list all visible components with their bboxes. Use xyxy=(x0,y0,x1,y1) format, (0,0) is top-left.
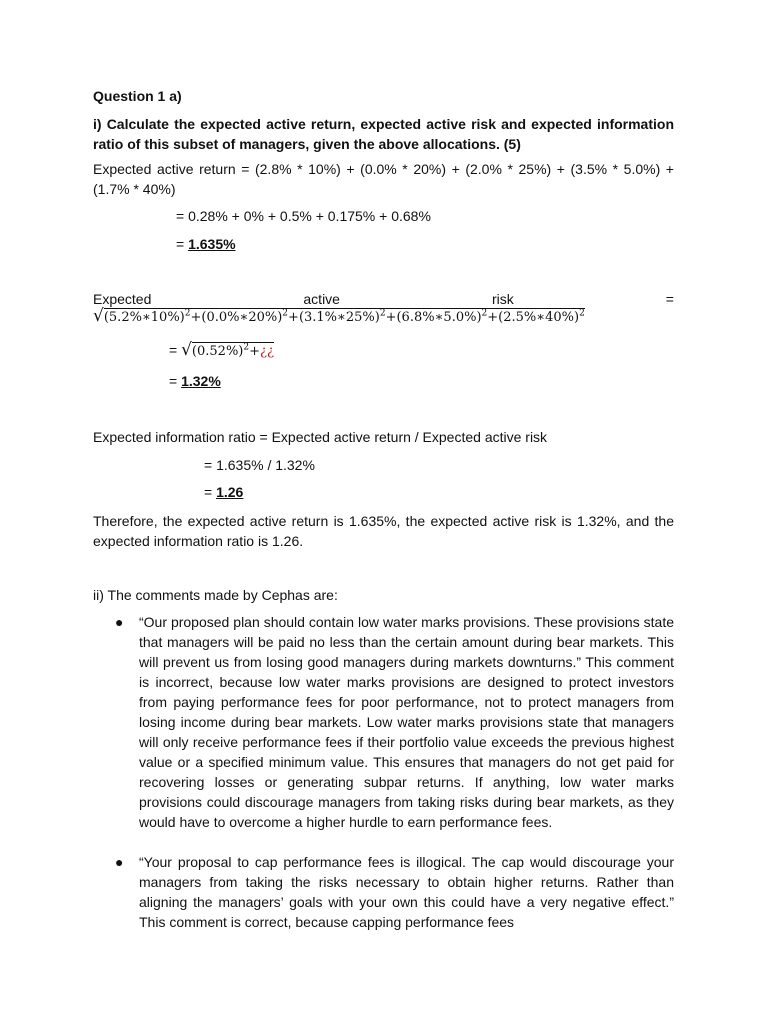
square-root-icon: √ xyxy=(93,306,104,326)
information-ratio-result-line xyxy=(204,482,243,502)
risk-word-risk: risk xyxy=(491,291,514,307)
information-ratio-result: 1.26 xyxy=(216,484,244,500)
equals-sign: = xyxy=(204,484,217,500)
expected-return-result: 1.635% xyxy=(188,236,236,252)
square-root-icon: √ xyxy=(181,340,192,360)
information-ratio-division: = 1.635% / 1.32% xyxy=(204,457,315,473)
equals-sign: = xyxy=(169,342,182,358)
expected-risk-step: = $√(0.52\%)^2+¿¿$ xyxy=(169,340,274,360)
equals-sign: = xyxy=(176,236,189,252)
list-item: “Our proposed plan should contain low water marks provisions. These provisions state that managers will be paid no less than the certain amount during bear markets. This will prevent us from losing good managers during markets downturns.” This comment is incorrect, because low water marks provisions are designed to protect investors from paying performance fees for poor performance, not to protect managers from losing income during bear markets. Low water marks provisions state that managers will only receive performance fees if their portfolio value exceeds the previous highest value or a specified minimum value. This ensures that managers do not get paid for recovering losses or generating subpar returns. If anything, low water marks provisions could discourage managers from taking risks during bear markets, as they would have to overcome a higher hurdle to earn performance fees. xyxy=(139,614,674,830)
expected-return-formula: Expected active return = (2.8% * 10%) + (0.0% * 20%) + (2.0% * 25%) + (3.5% * 5.0%) + (1.7% * 40%) xyxy=(93,161,674,197)
part-i-prompt: i) Calculate the expected active return, expected active risk and expected information ratio of this subset of managers, given the above allocations. (5) xyxy=(93,116,674,152)
part-ii-intro: ii) The comments made by Cephas are: xyxy=(93,587,338,603)
risk-term: (5.2%∗10%) xyxy=(103,310,185,325)
question-heading: Question 1 a) xyxy=(93,88,182,104)
radicand: (5.2%∗10%)$^2$+(0.0%∗20%)$^2$+(3.1%∗25%)$^2$+(6.8%∗5.0%)$^2$+(2.5%∗40%)$^2$ xyxy=(103,308,585,325)
risk-word-expected: Expected xyxy=(93,291,152,307)
risk-term: (3.1%∗25%) xyxy=(298,310,380,325)
bullet-icon: ● xyxy=(115,614,124,630)
risk-term: (2.5%∗40%) xyxy=(498,310,580,325)
equals-sign: = xyxy=(169,373,182,389)
bullet-icon: ● xyxy=(115,854,124,870)
expected-risk-formula xyxy=(93,306,585,326)
list-item: “Your proposal to cap performance fees is illogical. The cap would discourage your managers from taking the risks necessary to obtain higher returns. Rather than aligning the managers’ goals with your own this could have a very negative effect.” This comment is correct, because capping performance fees xyxy=(139,854,674,930)
risk-word-active: active xyxy=(303,291,340,307)
expected-risk-result: 1.32% xyxy=(181,373,221,389)
broken-equation-glyph: ¿¿ xyxy=(260,344,274,359)
risk-term: (6.8%∗5.0%) xyxy=(396,310,482,325)
expected-return-sum: = 0.28% + 0% + 0.5% + 0.175% + 0.68% xyxy=(176,208,431,224)
expected-return-result-line xyxy=(176,234,236,254)
risk-term: (0.0%∗20%) xyxy=(201,310,283,325)
expected-risk-result-line xyxy=(169,371,221,391)
part-i-conclusion: Therefore, the expected active return is 1.635%, the expected active risk is 1.32%, and the expected information ratio is 1.26. xyxy=(93,513,674,549)
risk-word-equals: = xyxy=(665,291,674,307)
information-ratio-formula: Expected information ratio = Expected active return / Expected active risk xyxy=(93,429,548,445)
